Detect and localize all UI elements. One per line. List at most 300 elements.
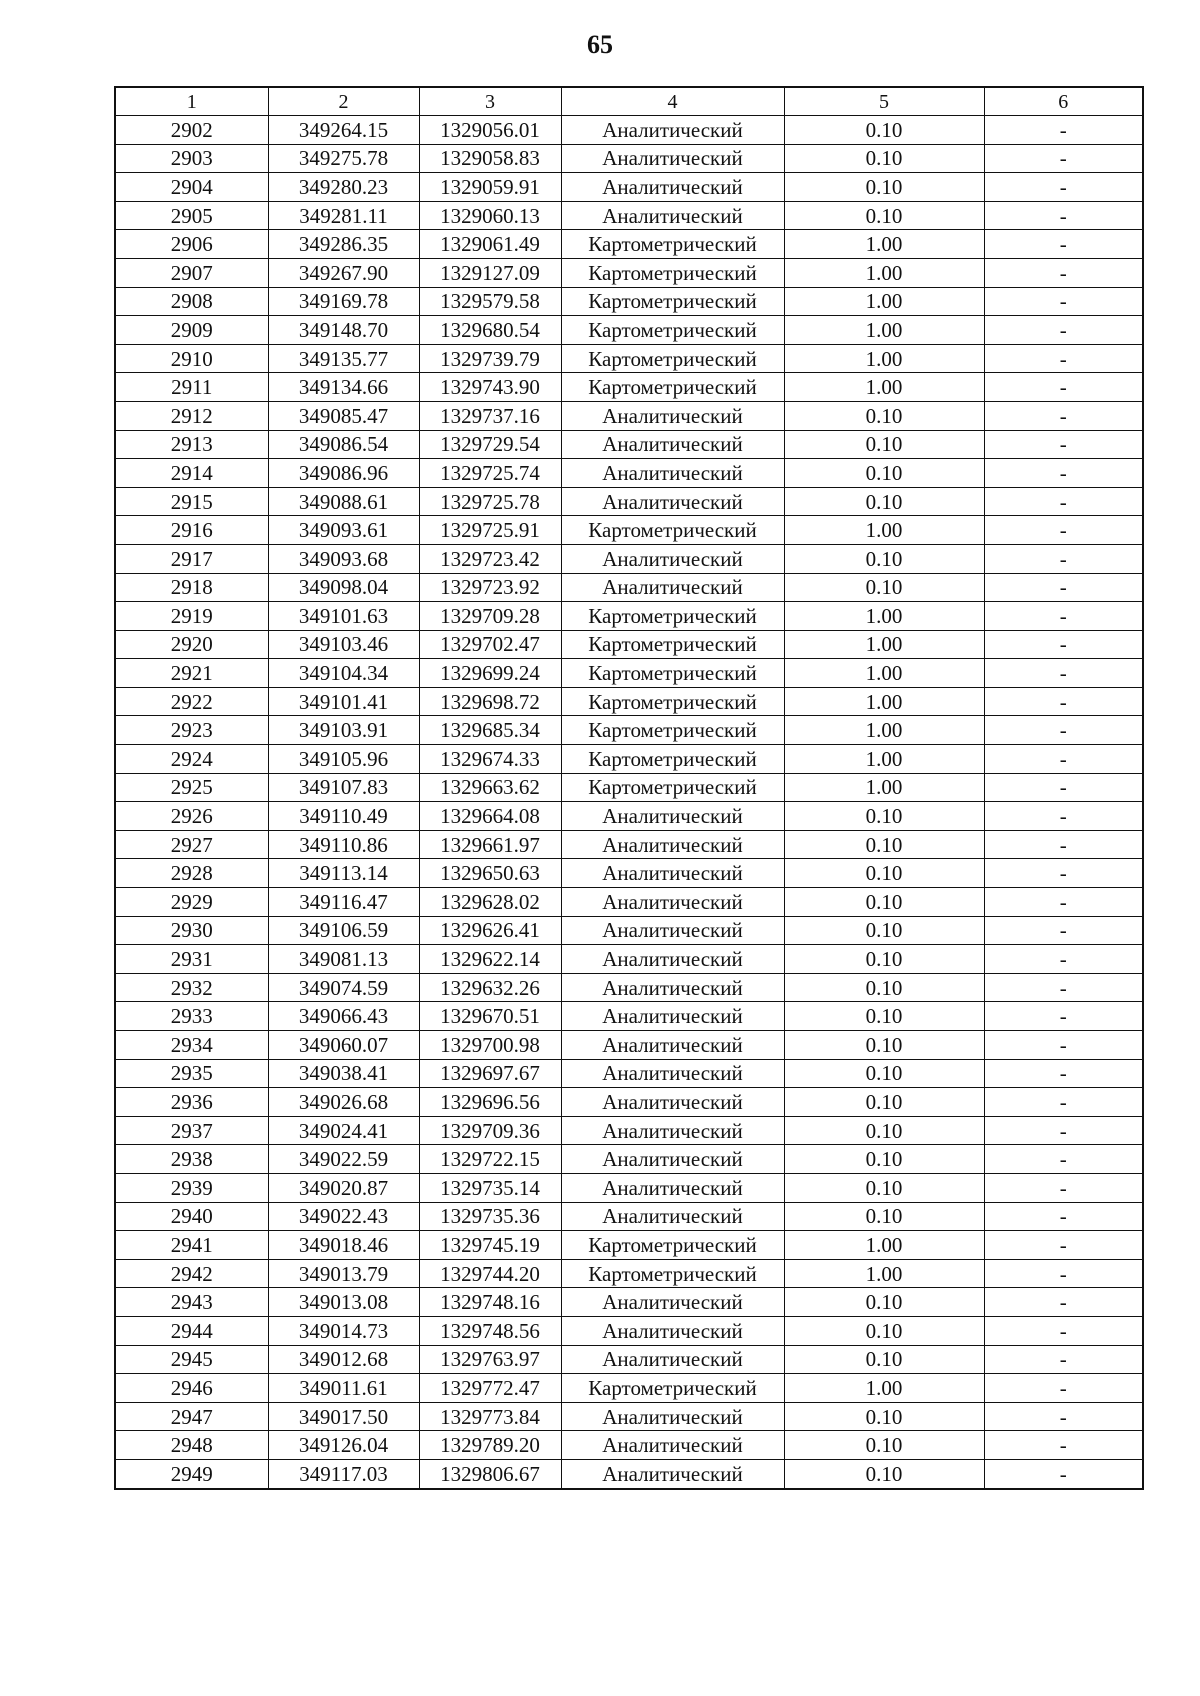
point-number-cell: 2910 [115,344,268,373]
description-cell: - [984,830,1143,859]
point-number-cell: 2942 [115,1259,268,1288]
description-cell: - [984,1374,1143,1403]
accuracy-cell: 1.00 [784,745,984,774]
accuracy-cell: 0.10 [784,1402,984,1431]
y-coordinate-cell: 1329697.67 [419,1059,561,1088]
y-coordinate-cell: 1329664.08 [419,802,561,831]
x-coordinate-cell: 349022.59 [268,1145,419,1174]
description-cell: - [984,1173,1143,1202]
table-row [115,1345,1143,1374]
y-coordinate-cell: 1329722.15 [419,1145,561,1174]
table-row [115,687,1143,716]
x-coordinate-cell: 349074.59 [268,973,419,1002]
method-cell: Аналитический [561,1288,784,1317]
x-coordinate-cell: 349085.47 [268,401,419,430]
method-cell: Картометрический [561,630,784,659]
description-cell: - [984,1259,1143,1288]
point-number-cell: 2935 [115,1059,268,1088]
point-number-cell: 2934 [115,1031,268,1060]
point-number-cell: 2908 [115,287,268,316]
accuracy-cell: 1.00 [784,287,984,316]
point-number-cell: 2944 [115,1316,268,1345]
x-coordinate-cell: 349135.77 [268,344,419,373]
y-coordinate-cell: 1329723.42 [419,544,561,573]
y-coordinate-cell: 1329735.36 [419,1202,561,1231]
method-cell: Аналитический [561,459,784,488]
accuracy-cell: 1.00 [784,1231,984,1260]
table-row [115,487,1143,516]
y-coordinate-cell: 1329579.58 [419,287,561,316]
method-cell: Аналитический [561,487,784,516]
method-cell: Аналитический [561,1031,784,1060]
point-number-cell: 2917 [115,544,268,573]
column-header-2: 2 [268,87,419,116]
x-coordinate-cell: 349264.15 [268,116,419,145]
description-cell: - [984,201,1143,230]
method-cell: Аналитический [561,430,784,459]
point-number-cell: 2924 [115,745,268,774]
x-coordinate-cell: 349017.50 [268,1402,419,1431]
accuracy-cell: 0.10 [784,802,984,831]
method-cell: Картометрический [561,373,784,402]
method-cell: Аналитический [561,973,784,1002]
table-row [115,830,1143,859]
y-coordinate-cell: 1329723.92 [419,573,561,602]
x-coordinate-cell: 349086.96 [268,459,419,488]
x-coordinate-cell: 349267.90 [268,258,419,287]
accuracy-cell: 0.10 [784,173,984,202]
accuracy-cell: 1.00 [784,1259,984,1288]
method-cell: Картометрический [561,344,784,373]
x-coordinate-cell: 349104.34 [268,659,419,688]
accuracy-cell: 0.10 [784,916,984,945]
method-cell: Аналитический [561,1459,784,1488]
x-coordinate-cell: 349126.04 [268,1431,419,1460]
accuracy-cell: 0.10 [784,945,984,974]
method-cell: Аналитический [561,1116,784,1145]
accuracy-cell: 0.10 [784,144,984,173]
point-number-cell: 2915 [115,487,268,516]
point-number-cell: 2913 [115,430,268,459]
point-number-cell: 2921 [115,659,268,688]
table-header [115,87,1143,116]
table-row [115,945,1143,974]
y-coordinate-cell: 1329628.02 [419,888,561,917]
method-cell: Картометрический [561,602,784,631]
coordinates-table [114,86,1144,1490]
method-cell: Аналитический [561,888,784,917]
x-coordinate-cell: 349105.96 [268,745,419,774]
description-cell: - [984,1059,1143,1088]
description-cell: - [984,573,1143,602]
point-number-cell: 2946 [115,1374,268,1403]
x-coordinate-cell: 349110.86 [268,830,419,859]
x-coordinate-cell: 349024.41 [268,1116,419,1145]
point-number-cell: 2949 [115,1459,268,1488]
method-cell: Аналитический [561,945,784,974]
point-number-cell: 2925 [115,773,268,802]
accuracy-cell: 1.00 [784,516,984,545]
table-row [115,1402,1143,1431]
x-coordinate-cell: 349148.70 [268,316,419,345]
method-cell: Аналитический [561,830,784,859]
method-cell: Аналитический [561,1145,784,1174]
point-number-cell: 2939 [115,1173,268,1202]
method-cell: Аналитический [561,1202,784,1231]
point-number-cell: 2916 [115,516,268,545]
point-number-cell: 2945 [115,1345,268,1374]
description-cell: - [984,659,1143,688]
accuracy-cell: 0.10 [784,1202,984,1231]
y-coordinate-cell: 1329626.41 [419,916,561,945]
column-header-4: 4 [561,87,784,116]
description-cell: - [984,544,1143,573]
description-cell: - [984,1288,1143,1317]
x-coordinate-cell: 349013.79 [268,1259,419,1288]
x-coordinate-cell: 349286.35 [268,230,419,259]
method-cell: Аналитический [561,1088,784,1117]
x-coordinate-cell: 349101.41 [268,687,419,716]
method-cell: Картометрический [561,258,784,287]
y-coordinate-cell: 1329674.33 [419,745,561,774]
point-number-cell: 2902 [115,116,268,145]
table-row [115,201,1143,230]
point-number-cell: 2920 [115,630,268,659]
y-coordinate-cell: 1329698.72 [419,687,561,716]
y-coordinate-cell: 1329670.51 [419,1002,561,1031]
table-row [115,1288,1143,1317]
y-coordinate-cell: 1329739.79 [419,344,561,373]
accuracy-cell: 1.00 [784,687,984,716]
table-row [115,745,1143,774]
y-coordinate-cell: 1329699.24 [419,659,561,688]
description-cell: - [984,401,1143,430]
method-cell: Картометрический [561,687,784,716]
accuracy-cell: 0.10 [784,544,984,573]
description-cell: - [984,859,1143,888]
point-number-cell: 2931 [115,945,268,974]
y-coordinate-cell: 1329127.09 [419,258,561,287]
table-row [115,1002,1143,1031]
x-coordinate-cell: 349086.54 [268,430,419,459]
y-coordinate-cell: 1329058.83 [419,144,561,173]
method-cell: Аналитический [561,916,784,945]
accuracy-cell: 0.10 [784,116,984,145]
point-number-cell: 2930 [115,916,268,945]
accuracy-cell: 0.10 [784,1316,984,1345]
point-number-cell: 2912 [115,401,268,430]
accuracy-cell: 1.00 [784,602,984,631]
table-row [115,1459,1143,1488]
y-coordinate-cell: 1329060.13 [419,201,561,230]
x-coordinate-cell: 349018.46 [268,1231,419,1260]
accuracy-cell: 0.10 [784,1145,984,1174]
x-coordinate-cell: 349011.61 [268,1374,419,1403]
x-coordinate-cell: 349022.43 [268,1202,419,1231]
y-coordinate-cell: 1329806.67 [419,1459,561,1488]
description-cell: - [984,316,1143,345]
y-coordinate-cell: 1329744.20 [419,1259,561,1288]
method-cell: Аналитический [561,173,784,202]
accuracy-cell: 0.10 [784,1116,984,1145]
x-coordinate-cell: 349113.14 [268,859,419,888]
method-cell: Картометрический [561,516,784,545]
x-coordinate-cell: 349134.66 [268,373,419,402]
accuracy-cell: 1.00 [784,716,984,745]
point-number-cell: 2909 [115,316,268,345]
method-cell: Картометрический [561,287,784,316]
y-coordinate-cell: 1329663.62 [419,773,561,802]
point-number-cell: 2927 [115,830,268,859]
description-cell: - [984,287,1143,316]
table-row [115,1031,1143,1060]
method-cell: Картометрический [561,716,784,745]
x-coordinate-cell: 349060.07 [268,1031,419,1060]
table-row [115,1431,1143,1460]
point-number-cell: 2923 [115,716,268,745]
table-row [115,516,1143,545]
table-row [115,373,1143,402]
x-coordinate-cell: 349117.03 [268,1459,419,1488]
point-number-cell: 2929 [115,888,268,917]
y-coordinate-cell: 1329700.98 [419,1031,561,1060]
description-cell: - [984,602,1143,631]
description-cell: - [984,144,1143,173]
description-cell: - [984,1316,1143,1345]
table-row [115,1116,1143,1145]
table-row [115,602,1143,631]
accuracy-cell: 0.10 [784,1288,984,1317]
y-coordinate-cell: 1329725.78 [419,487,561,516]
table-row [115,1316,1143,1345]
table-row [115,344,1143,373]
y-coordinate-cell: 1329763.97 [419,1345,561,1374]
description-cell: - [984,716,1143,745]
x-coordinate-cell: 349110.49 [268,802,419,831]
x-coordinate-cell: 349107.83 [268,773,419,802]
x-coordinate-cell: 349103.91 [268,716,419,745]
y-coordinate-cell: 1329729.54 [419,430,561,459]
y-coordinate-cell: 1329789.20 [419,1431,561,1460]
point-number-cell: 2926 [115,802,268,831]
y-coordinate-cell: 1329622.14 [419,945,561,974]
description-cell: - [984,888,1143,917]
accuracy-cell: 0.10 [784,1088,984,1117]
x-coordinate-cell: 349014.73 [268,1316,419,1345]
y-coordinate-cell: 1329748.16 [419,1288,561,1317]
x-coordinate-cell: 349116.47 [268,888,419,917]
table-row [115,116,1143,145]
table-row [115,287,1143,316]
x-coordinate-cell: 349081.13 [268,945,419,974]
x-coordinate-cell: 349088.61 [268,487,419,516]
accuracy-cell: 1.00 [784,1374,984,1403]
accuracy-cell: 0.10 [784,487,984,516]
method-cell: Аналитический [561,1059,784,1088]
x-coordinate-cell: 349101.63 [268,602,419,631]
table-row [115,859,1143,888]
table-row [115,1173,1143,1202]
accuracy-cell: 1.00 [784,373,984,402]
y-coordinate-cell: 1329735.14 [419,1173,561,1202]
description-cell: - [984,773,1143,802]
accuracy-cell: 1.00 [784,316,984,345]
table-row [115,630,1143,659]
point-number-cell: 2947 [115,1402,268,1431]
point-number-cell: 2948 [115,1431,268,1460]
description-cell: - [984,687,1143,716]
table-row [115,1059,1143,1088]
point-number-cell: 2911 [115,373,268,402]
x-coordinate-cell: 349280.23 [268,173,419,202]
description-cell: - [984,1088,1143,1117]
description-cell: - [984,1345,1143,1374]
x-coordinate-cell: 349093.61 [268,516,419,545]
x-coordinate-cell: 349066.43 [268,1002,419,1031]
method-cell: Аналитический [561,1316,784,1345]
method-cell: Картометрический [561,316,784,345]
x-coordinate-cell: 349038.41 [268,1059,419,1088]
point-number-cell: 2904 [115,173,268,202]
description-cell: - [984,630,1143,659]
accuracy-cell: 1.00 [784,230,984,259]
table-row [115,1374,1143,1403]
description-cell: - [984,230,1143,259]
y-coordinate-cell: 1329743.90 [419,373,561,402]
x-coordinate-cell: 349013.08 [268,1288,419,1317]
point-number-cell: 2940 [115,1202,268,1231]
column-header-5: 5 [784,87,984,116]
y-coordinate-cell: 1329709.28 [419,602,561,631]
x-coordinate-cell: 349103.46 [268,630,419,659]
accuracy-cell: 0.10 [784,459,984,488]
method-cell: Картометрический [561,1231,784,1260]
table-row [115,802,1143,831]
y-coordinate-cell: 1329696.56 [419,1088,561,1117]
table-row [115,258,1143,287]
description-cell: - [984,1402,1143,1431]
description-cell: - [984,487,1143,516]
x-coordinate-cell: 349106.59 [268,916,419,945]
accuracy-cell: 1.00 [784,630,984,659]
point-number-cell: 2937 [115,1116,268,1145]
table-row [115,1145,1143,1174]
table-row [115,1231,1143,1260]
method-cell: Аналитический [561,201,784,230]
point-number-cell: 2905 [115,201,268,230]
table-row [115,401,1143,430]
accuracy-cell: 0.10 [784,830,984,859]
table-row [115,173,1143,202]
method-cell: Аналитический [561,802,784,831]
table-row [115,144,1143,173]
point-number-cell: 2938 [115,1145,268,1174]
point-number-cell: 2903 [115,144,268,173]
y-coordinate-cell: 1329685.34 [419,716,561,745]
description-cell: - [984,1002,1143,1031]
accuracy-cell: 1.00 [784,773,984,802]
description-cell: - [984,516,1143,545]
method-cell: Аналитический [561,859,784,888]
description-cell: - [984,945,1143,974]
y-coordinate-cell: 1329725.74 [419,459,561,488]
table-row [115,888,1143,917]
y-coordinate-cell: 1329632.26 [419,973,561,1002]
point-number-cell: 2919 [115,602,268,631]
point-number-cell: 2936 [115,1088,268,1117]
point-number-cell: 2932 [115,973,268,1002]
description-cell: - [984,802,1143,831]
x-coordinate-cell: 349026.68 [268,1088,419,1117]
method-cell: Аналитический [561,1002,784,1031]
y-coordinate-cell: 1329745.19 [419,1231,561,1260]
method-cell: Аналитический [561,144,784,173]
x-coordinate-cell: 349169.78 [268,287,419,316]
x-coordinate-cell: 349281.11 [268,201,419,230]
table-row [115,430,1143,459]
description-cell: - [984,1202,1143,1231]
point-number-cell: 2918 [115,573,268,602]
table-row [115,773,1143,802]
y-coordinate-cell: 1329680.54 [419,316,561,345]
accuracy-cell: 0.10 [784,1173,984,1202]
accuracy-cell: 0.10 [784,1459,984,1488]
page-number: 65 [587,30,613,59]
table-row [115,1202,1143,1231]
method-cell: Аналитический [561,1431,784,1460]
method-cell: Аналитический [561,573,784,602]
column-header-3: 3 [419,87,561,116]
y-coordinate-cell: 1329059.91 [419,173,561,202]
y-coordinate-cell: 1329661.97 [419,830,561,859]
method-cell: Аналитический [561,401,784,430]
table-row [115,973,1143,1002]
y-coordinate-cell: 1329773.84 [419,1402,561,1431]
method-cell: Аналитический [561,116,784,145]
y-coordinate-cell: 1329772.47 [419,1374,561,1403]
x-coordinate-cell: 349012.68 [268,1345,419,1374]
method-cell: Аналитический [561,1345,784,1374]
description-cell: - [984,1231,1143,1260]
description-cell: - [984,430,1143,459]
accuracy-cell: 0.10 [784,888,984,917]
y-coordinate-cell: 1329650.63 [419,859,561,888]
point-number-cell: 2914 [115,459,268,488]
description-cell: - [984,1431,1143,1460]
method-cell: Картометрический [561,659,784,688]
description-cell: - [984,116,1143,145]
table-row [115,1259,1143,1288]
accuracy-cell: 0.10 [784,1031,984,1060]
accuracy-cell: 0.10 [784,1059,984,1088]
method-cell: Картометрический [561,1374,784,1403]
accuracy-cell: 0.10 [784,859,984,888]
accuracy-cell: 0.10 [784,573,984,602]
table-row [115,916,1143,945]
method-cell: Картометрический [561,230,784,259]
table-row [115,573,1143,602]
table-body [115,116,1143,1489]
accuracy-cell: 1.00 [784,344,984,373]
accuracy-cell: 0.10 [784,401,984,430]
point-number-cell: 2922 [115,687,268,716]
column-header-6: 6 [984,87,1143,116]
point-number-cell: 2907 [115,258,268,287]
table-row [115,1088,1143,1117]
y-coordinate-cell: 1329056.01 [419,116,561,145]
table-row [115,659,1143,688]
method-cell: Картометрический [561,745,784,774]
